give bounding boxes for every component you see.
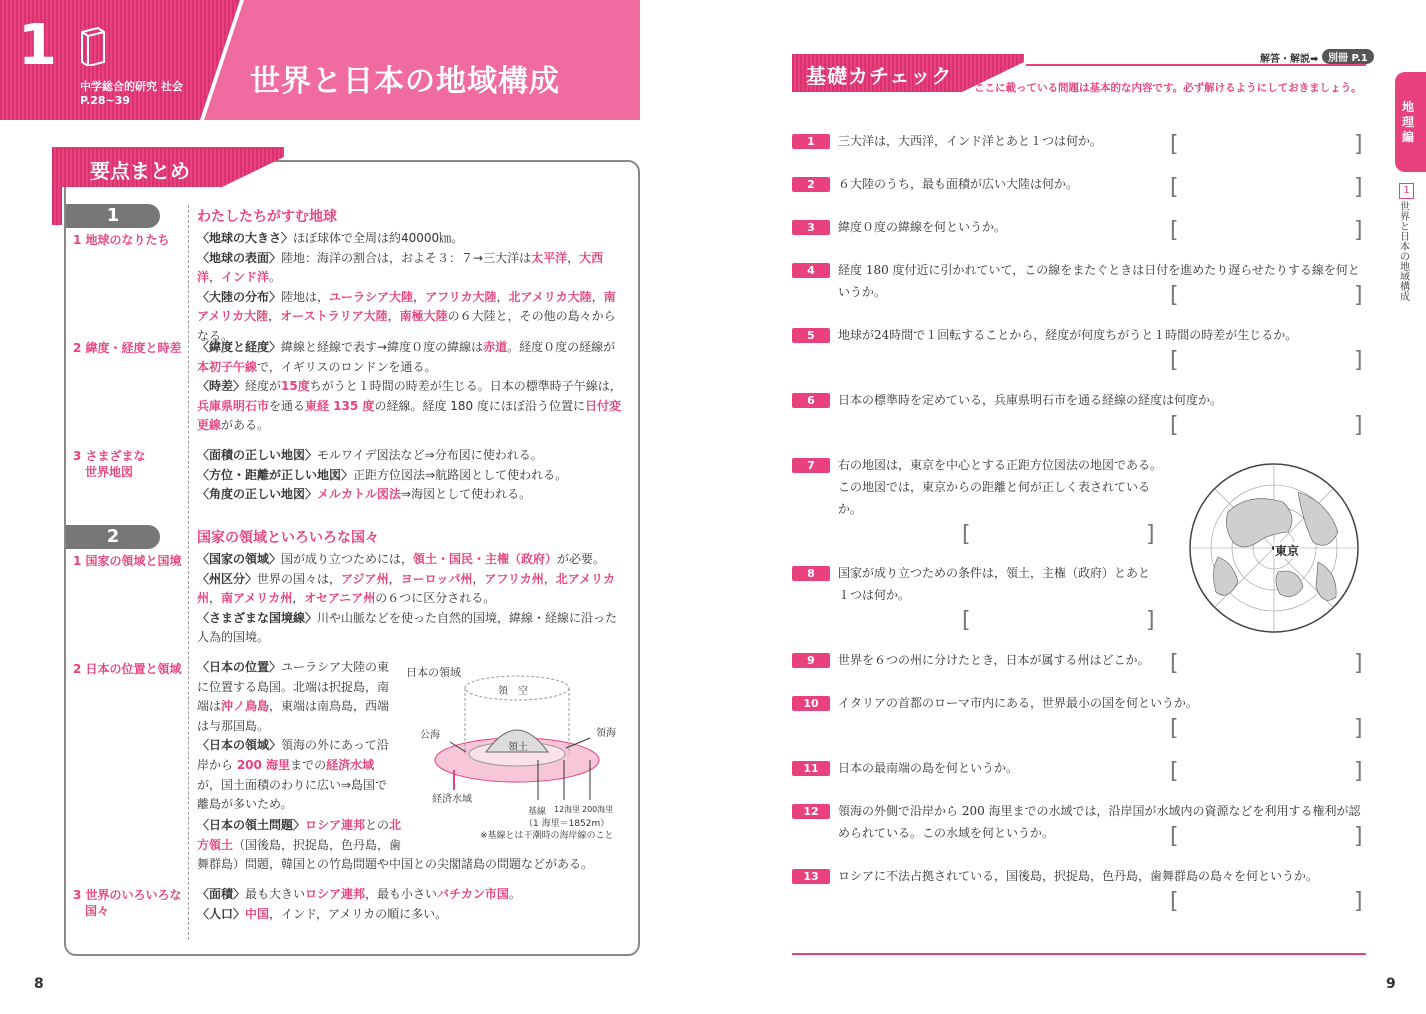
section-1-sub-3b: 世界地図 — [85, 465, 134, 479]
q7-answer-open[interactable]: [ — [962, 522, 971, 547]
question-2-text: ６大陸のうち，最も面積が広い大陸は何か。 — [838, 177, 1079, 191]
section-1-heading: わたしたちがすむ地球 — [197, 209, 337, 225]
question-5-text: 地球が24時間で１回転することから，経度が何度ちがうと１時間の時差が生じるか。 — [838, 328, 1298, 342]
answer-page-badge: 別冊 P.1 — [1322, 49, 1374, 64]
section-1-number: 1 — [66, 204, 160, 228]
diagram-12nm-label: 12海里 — [554, 805, 581, 814]
question-9-text: 世界を６つの州に分けたとき，日本が属する州はどこか。 — [838, 653, 1150, 667]
diagram-territorial-sea-label: 領海 — [596, 728, 616, 739]
section-2-body-state: 〈国家の領域〉国が成り立つためには，領土・国民・主権（政府）が必要。 〈州区分〉世界の国々は，アジア州，ヨーロッパ州，アフリカ州，北アメリカ州，南アメリカ州，オセアニア州の６つに区分される。 〈さまざまな国境線〉川や山脈などを使った自然的国境，緯線・経線に沿った人為的国境。 — [197, 552, 618, 645]
q11-answer-close: ] — [1354, 759, 1363, 784]
question-3-number: 3 — [792, 220, 830, 235]
section-1-sub-1: 1 地球のなりたち — [73, 233, 170, 247]
question-1-text: 三大洋は，大西洋，インド洋とあと１つは何か。 — [838, 134, 1103, 148]
section-2-body-japan: 〈日本の位置〉ユーラシア大陸の東に位置する島国。北端は択捉島，南端は沖ノ鳥島，東端は南鳥島，西端は与那国島。 〈日本の領域〉領海の外にあって沿岸から 200 海里までの経済水域が，国土面積のわりに広い⇒島国で離島が多いため。 — [197, 660, 390, 812]
q1-answer-open[interactable]: [ — [1170, 132, 1179, 157]
side-tab-label: 地理編 — [1401, 100, 1414, 144]
question-13-text: ロシアに不法占拠されている，国後島，択捉島，色丹島，歯舞群島の島々を何というか。 — [838, 869, 1319, 883]
question-2-number: 2 — [792, 177, 830, 192]
q2-answer-close: ] — [1354, 175, 1363, 200]
q3-answer-open[interactable]: [ — [1170, 218, 1179, 243]
q13-answer-close: ] — [1354, 889, 1363, 914]
question-1-number: 1 — [792, 134, 830, 149]
diagram-sky-label: 領 空 — [498, 686, 528, 697]
section-1-body-latlong: 〈緯度と経度〉緯線と経線で表す→緯度０度の緯線は赤道。経度０度の経線が本初子午線で，イギリスのロンドンを通る。 〈時差〉経度が15度ちがうと１時間の時差が生じる。日本の標準時子午線は，兵庫県明石市を通る東経 135 度の経線。経度 180 度にほぼ沿う位置に日付変更線がある。 — [197, 340, 622, 433]
chapter-number: 1 — [18, 13, 57, 78]
question-6-number: 6 — [792, 393, 830, 408]
section-2-number: 2 — [66, 525, 160, 549]
section-2-sub-3b: 国々 — [85, 904, 110, 918]
question-7-text-line2: この地図では，東京からの距離と何が正しく表されている — [838, 480, 1151, 494]
azimuthal-equidistant-map — [1188, 462, 1360, 634]
basic-check-subtitle: ここに載っている問題は基本的な内容です。必ず解けるようにしておきましょう。 — [974, 82, 1362, 94]
q10-answer-close: ] — [1354, 716, 1363, 741]
q8-answer-open[interactable]: [ — [962, 608, 971, 633]
question-4-text: 経度 180 度付近に引かれていて，この線をまたぐときは日付を進めたり遅らせたりする線を何と — [838, 263, 1360, 277]
diagram-note: ※基線とは干潮時の海岸線のこと — [480, 831, 614, 841]
question-8-text-line2: １つは何か。 — [838, 588, 911, 602]
section-1-body-maps: 〈面積の正しい地図〉モルワイデ図法など⇒分布図に使われる。 〈方位・距離が正しい地図〉正距方位図法⇒航路図として使われる。 〈角度の正しい地図〉メルカトル図法⇒海図として使われる。 — [197, 448, 568, 502]
question-5-number: 5 — [792, 328, 830, 343]
q1-answer-close: ] — [1354, 132, 1363, 157]
section-2-sub-3a: 3 世界のいろいろな — [73, 888, 182, 902]
question-13-number: 13 — [792, 869, 830, 884]
q8-answer-close: ] — [1146, 608, 1155, 633]
q6-answer-open[interactable]: [ — [1170, 413, 1179, 438]
q4-answer-open[interactable]: [ — [1170, 283, 1179, 308]
section-1-sub-3a: 3 さまざまな — [73, 449, 146, 463]
question-11-number: 11 — [792, 761, 830, 776]
question-7-text-line3: か。 — [838, 502, 863, 516]
answer-reference: 解答・解説➡ — [1260, 54, 1319, 65]
section-2-body-disputes: 〈日本の領土問題〉ロシア連邦との北 方領土（国後島，択捉島，色丹島，歯 舞群島）問題，韓国との竹島問題や中国との尖閣諸島の問題などがある。 — [197, 818, 594, 872]
q7-answer-close: ] — [1146, 522, 1155, 547]
q10-answer-open[interactable]: [ — [1170, 716, 1179, 741]
summary-title: 要点まとめ — [90, 159, 190, 183]
page-number-right: 9 — [1386, 976, 1396, 992]
section-2-sub-1: 1 国家の領域と国境 — [73, 554, 182, 568]
q12-answer-open[interactable]: [ — [1170, 824, 1179, 849]
section-2-body-countries: 〈面積〉最も大きいロシア連邦，最も小さいバチカン市国。 〈人口〉中国，インド，アメリカの順に多い。 — [197, 887, 521, 921]
question-3-text: 緯度０度の緯線を何というか。 — [838, 220, 1007, 234]
question-12-text: 領海の外側で沿岸から 200 海里までの水域では，沿岸国が水域内の資源などを利用する権利が認 — [838, 804, 1361, 818]
reference-pages: P.28~39 — [80, 94, 131, 107]
question-9-number: 9 — [792, 653, 830, 668]
diagram-title: 日本の領域 — [406, 666, 461, 679]
q5-answer-open[interactable]: [ — [1170, 348, 1179, 373]
question-4-number: 4 — [792, 263, 830, 278]
q2-answer-open[interactable]: [ — [1170, 175, 1179, 200]
question-12-number: 12 — [792, 804, 830, 819]
map-tokyo-label: 東京 — [1275, 544, 1300, 558]
bottom-rule — [792, 953, 1366, 955]
section-2-heading: 国家の領域といろいろな国々 — [197, 530, 379, 546]
q5-answer-close: ] — [1354, 348, 1363, 373]
q13-answer-open[interactable]: [ — [1170, 889, 1179, 914]
chapter-title: 世界と日本の地域構成 — [250, 64, 560, 99]
diagram-nautical-mile-def: （1 海里＝1852m） — [524, 819, 610, 829]
question-7-number: 7 — [792, 458, 830, 473]
side-chapter-number: 1 — [1399, 183, 1414, 199]
q3-answer-close: ] — [1354, 218, 1363, 243]
diagram-land-label: 領土 — [508, 742, 528, 753]
section-2-sub-2: 2 日本の位置と領域 — [73, 662, 182, 676]
q9-answer-close: ] — [1354, 651, 1363, 676]
column-divider — [188, 205, 189, 940]
question-7-text: 右の地図は，東京を中心とする正距方位図法の地図である。 — [838, 458, 1163, 472]
q6-answer-close: ] — [1354, 413, 1363, 438]
basic-check-title: 基礎カチェック — [806, 64, 953, 88]
page-number-left: 8 — [34, 976, 44, 992]
book-icon — [78, 26, 108, 66]
territory-diagram — [402, 660, 632, 842]
diagram-200nm-label: 200海里 — [582, 805, 614, 814]
question-10-text: イタリアの首都のローマ市内にある，世界最小の国を何というか。 — [838, 696, 1199, 710]
section-1-sub-2: 2 緯度・経度と時差 — [73, 341, 182, 355]
reference-book: 中学総合的研究 社会 — [80, 80, 183, 93]
q12-answer-close: ] — [1354, 824, 1363, 849]
question-8-number: 8 — [792, 566, 830, 581]
question-4-text-line2: いうか。 — [838, 285, 887, 299]
diagram-eez-label: 経済水域 — [432, 794, 472, 805]
question-11-text: 日本の最南端の島を何というか。 — [838, 761, 1019, 775]
diagram-high-seas-label: 公海 — [420, 730, 440, 741]
q4-answer-close: ] — [1354, 283, 1363, 308]
question-12-text-line2: められている。この水域を何というか。 — [838, 826, 1055, 840]
diagram-baseline-label: 基線 — [528, 807, 547, 817]
question-6-text: 日本の標準時を定めている，兵庫県明石市を通る経線の経度は何度か。 — [838, 393, 1223, 407]
question-8-text: 国家が成り立つための条件は，領土，主権（政府）とあと — [838, 566, 1151, 580]
q9-answer-open[interactable]: [ — [1170, 651, 1179, 676]
question-10-number: 10 — [792, 696, 830, 711]
side-chapter-title: 世界と日本の地域構成 — [1400, 202, 1410, 303]
q11-answer-open[interactable]: [ — [1170, 759, 1179, 784]
section-1-body-earth: 〈地球の大きさ〉ほぼ球体で全周は約40000㎞。 〈地球の表面〉陸地：海洋の割合は，およそ３：７→三大洋は太平洋，大西洋，インド洋。 〈大陸の分布〉陸地は，ユーラシア大陸，アフリカ大陸，北アメリカ大陸，南アメリカ大陸，オーストラリア大陸，南極大陸の６大陸と，その他の島々からなる。 — [197, 231, 616, 343]
